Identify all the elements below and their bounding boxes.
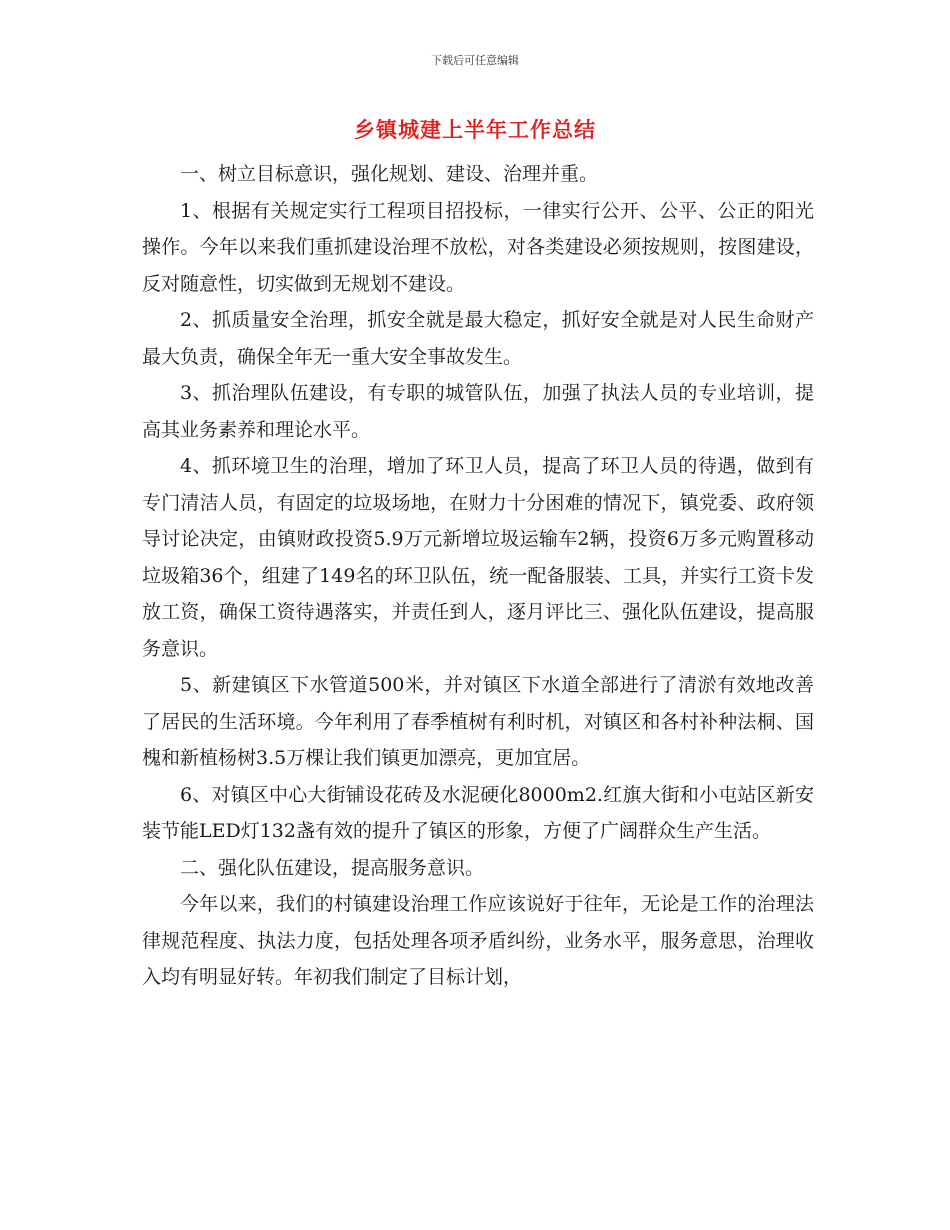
paragraph-item-5: 5、新建镇区下水管道500米，并对镇区下水道全部进行了清淤有效地改善了居民的生活环境。今年利用了春季植树有利时机，对镇区和各村补种法桐、国槐和新植杨树3.5万棵让我们镇更加漂亮，更加宜居。 — [142, 674, 814, 769]
paragraph-item-6: 6、对镇区中心大街铺设花砖及水泥硬化8000m2.红旗大街和小屯站区新安装节能LED灯132盏有效的提升了镇区的形象，方便了广阔群众生产生活。 — [142, 783, 814, 842]
paragraph-item-2: 2、抓质量安全治理，抓安全就是最大稳定，抓好安全就是对人民生命财产最大负责，确保全年无一重大安全事故发生。 — [142, 309, 814, 368]
document-body — [142, 156, 814, 996]
header-note: 下载后可任意编辑 — [431, 54, 519, 67]
paragraph-summary: 今年以来，我们的村镇建设治理工作应该说好于往年，无论是工作的治理法律规范程度、执法力度，包括处理各项矛盾纠纷，业务水平，服务意思，治理收入均有明显好转。年初我们制定了目标计划， — [142, 893, 814, 988]
section-heading-1: 一、树立目标意识，强化规划、建设、治理并重。 — [180, 163, 599, 185]
paragraph-item-4: 4、抓环境卫生的治理，增加了环卫人员，提高了环卫人员的待遇，做到有专门清洁人员，有固定的垃圾场地，在财力十分困难的情况下，镇党委、政府领导讨论决定，由镇财政投资5.9万元新增垃圾运输车2辆，投资6万多元购置移动垃圾箱36个，组建了149名的环卫队伍，统一配备服装、工具，并实行工资卡发放工资，确保工资待遇落实，并责任到人，逐月评比三、强化队伍建设，提高服务意识。 — [142, 455, 814, 660]
document-title: 乡镇城建上半年工作总结 — [354, 118, 596, 142]
section-heading-2: 二、强化队伍建设，提高服务意识。 — [180, 856, 485, 879]
paragraph-item-3: 3、抓治理队伍建设，有专职的城管队伍，加强了执法人员的专业培训，提高其业务素养和理论水平。 — [142, 382, 814, 441]
paragraph-item-1: 1、根据有关规定实行工程项目招投标，一律实行公开、公平、公正的阳光操作。今年以来我们重抓建设治理不放松，对各类建设必须按规则，按图建设，反对随意性，切实做到无规划不建设。 — [142, 199, 814, 295]
